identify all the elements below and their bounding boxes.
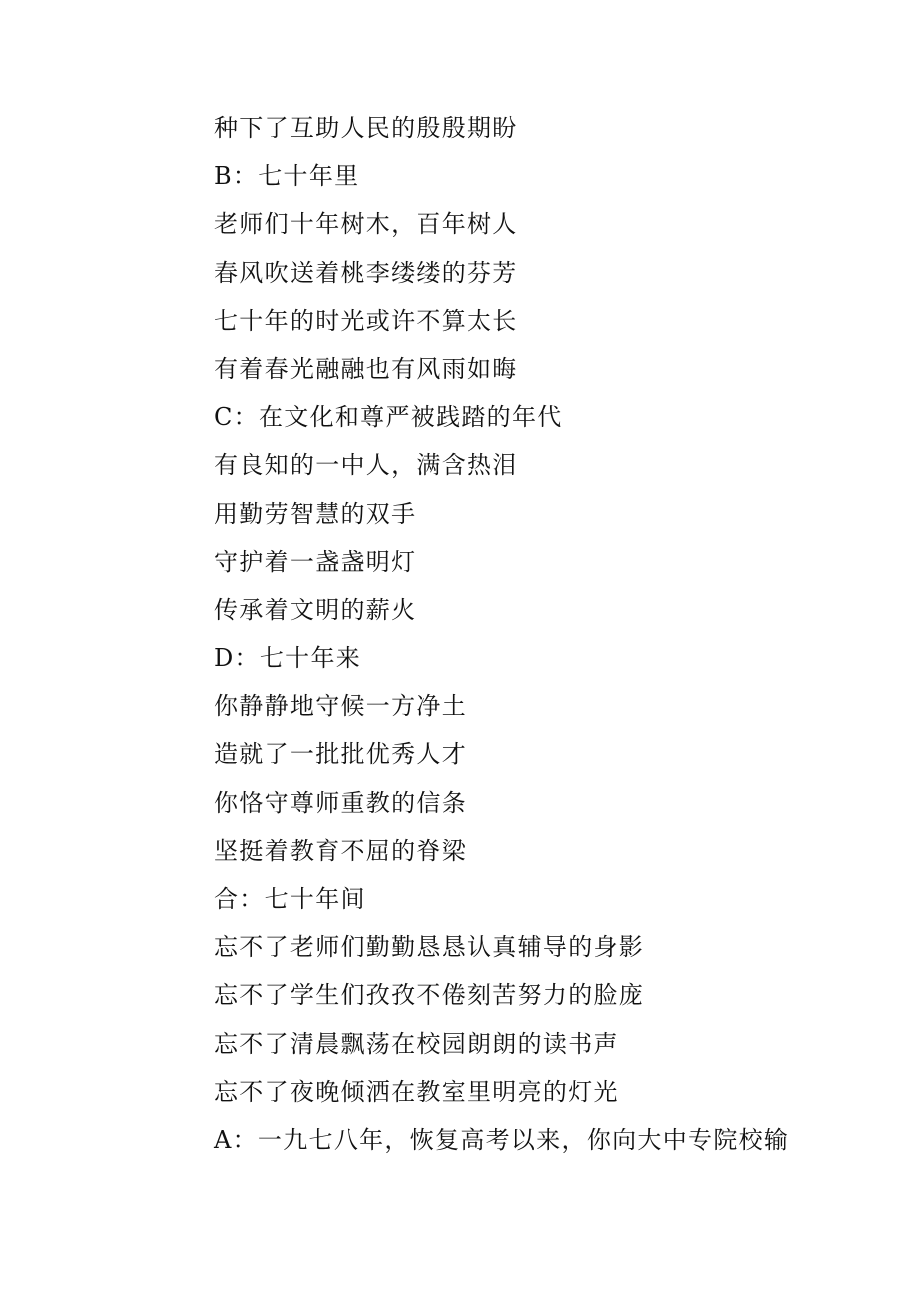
text-line: B：七十年里 — [214, 162, 360, 191]
text-line: 忘不了清晨飘荡在校园朗朗的读书声 — [214, 1029, 619, 1058]
poem-text — [214, 108, 894, 1168]
text-line: C：在文化和尊严被践踏的年代 — [214, 403, 563, 432]
text-line: 老师们十年树木，百年树人 — [214, 210, 518, 239]
text-line: 造就了一批批优秀人才 — [214, 740, 467, 769]
text-line: A：一九七八年，恢复高考以来，你向大中专院校输 — [214, 1125, 790, 1154]
text-line: 种下了互助人民的殷殷期盼 — [214, 114, 518, 142]
text-line: 你静静地守候一方净土 — [214, 692, 467, 721]
text-line: 忘不了老师们勤勤恳恳认真辅导的身影 — [214, 933, 645, 962]
text-line: 你恪守尊师重教的信条 — [214, 788, 467, 817]
text-line: 守护着一盏盏明灯 — [214, 547, 417, 576]
text-line: 有良知的一中人，满含热泪 — [214, 451, 518, 480]
text-line: 忘不了学生们孜孜不倦刻苦努力的脸庞 — [214, 981, 645, 1010]
text-line: 坚挺着教育不屈的脊梁 — [214, 836, 467, 865]
text-line: 春风吹送着桃李缕缕的芬芳 — [214, 258, 518, 287]
text-line: 用勤劳智慧的双手 — [214, 499, 417, 528]
text-line: 合：七十年间 — [214, 885, 366, 913]
text-line: 有着春光融融也有风雨如晦 — [214, 354, 518, 383]
text-line: D：七十年来 — [214, 644, 362, 673]
text-line: 传承着文明的薪火 — [214, 595, 417, 624]
text-line: 七十年的时光或许不算太长 — [214, 306, 518, 335]
text-line: 忘不了夜晚倾洒在教室里明亮的灯光 — [214, 1077, 619, 1106]
